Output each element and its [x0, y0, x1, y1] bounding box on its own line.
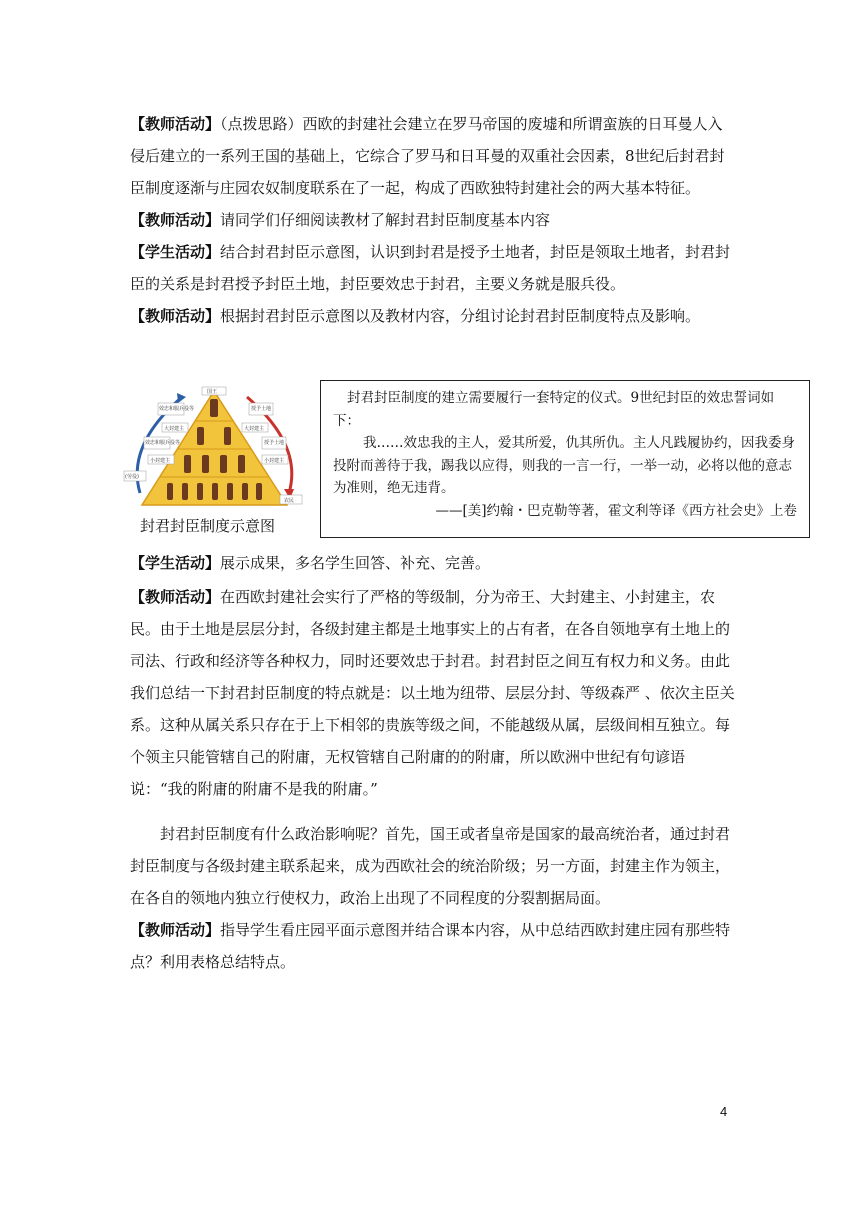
- paragraph-teacher-activity-3: [130, 300, 736, 332]
- left-arrow-head: [177, 393, 186, 403]
- label-right-grant-2: 授予土地: [264, 440, 285, 446]
- paragraph-teacher-activity-2: [130, 204, 736, 236]
- activity-tag: 【教师活动】: [130, 588, 221, 606]
- feudal-pyramid-diagram: [122, 385, 307, 510]
- paragraph-teacher-activity-4: [130, 581, 736, 805]
- activity-tag: 【教师活动】: [130, 921, 221, 939]
- quote-intro: 封君封臣制度的建立需要履行一套特定的仪式。9世纪封臣的效忠誓词如下：: [333, 390, 775, 429]
- quote-body: 我……效忠我的主人，爱其所爱，仇其所仇。主人凡践履协约，因我委身投附而善待于我，踢我以应得，则我的一言一行，一举一动，必将以他的意志为准则，绝无违背。: [333, 435, 795, 496]
- activity-tag: 【教师活动】: [130, 115, 221, 133]
- paragraph-text: 根据封君封臣示意图以及教材内容，分组讨论封君封臣制度特点及影响。: [220, 307, 701, 325]
- label-left-lord-2: 小封建主: [150, 458, 171, 464]
- label-left-duty-1: 效忠和服兵役等: [159, 406, 195, 412]
- paragraph-political-influence: [130, 818, 736, 914]
- paragraph-text: 展示成果，多名学生回答、补充、完善。: [220, 554, 491, 572]
- label-bottom-left: (劳役): [125, 474, 139, 480]
- paragraph-text: 指导学生看庄园平面示意图并结合课本内容，从中总结西欧封建庄园有那些特点？利用表格总结特点。: [130, 921, 731, 971]
- figure-caption: 封君封臣制度示意图: [140, 517, 276, 535]
- paragraph-text: （点拨思路）西欧的封建社会建立在罗马帝国的废墟和所谓蛮族的日耳曼人入侵后建立的一系列王国的基础上，它综合了罗马和日耳曼的双重社会因素，8世纪后封君封臣制度逐渐与庄园农奴制度联系在了一起，构成了西欧独特封建社会的两大基本特征。: [130, 115, 725, 197]
- page-number: 4: [720, 1104, 728, 1119]
- paragraph-teacher-activity-1: [130, 108, 736, 204]
- paragraph-text: 结合封君封臣示意图，认识到封君是授予土地者，封臣是领取土地者，封君封臣的关系是封君授予封臣土地，封臣要效忠于封君，主要义务就是服兵役。: [130, 243, 731, 293]
- activity-tag: 【学生活动】: [130, 243, 221, 261]
- label-right-lord-1: 大封建主: [244, 426, 265, 432]
- label-left-duty-2: 效忠和服兵役等: [145, 440, 181, 446]
- paragraph-text: 封君封臣制度有什么政治影响呢？首先，国王或者皇帝是国家的最高统治者，通过封君封臣制度与各级封建主联系起来，成为西欧社会的统治阶级；另一方面，封建主作为领主，在各自的领地内独立行使权力，政治上出现了不同程度的分裂割据局面。: [130, 825, 731, 907]
- activity-tag: 【学生活动】: [130, 554, 221, 572]
- quote-source: ——[美]约翰・巴克勒等著，霍文利等译《西方社会史》上卷: [435, 502, 797, 519]
- label-left-lord-1: 大封建主: [164, 426, 185, 432]
- activity-tag: 【教师活动】: [130, 307, 221, 325]
- label-peasants: 农民: [284, 498, 295, 504]
- label-king: 国王: [207, 389, 218, 395]
- paragraph-teacher-activity-5: [130, 914, 736, 978]
- label-right-grant-1: 授予土地: [251, 406, 272, 412]
- paragraph-text: 请同学们仔细阅读教材了解封君封臣制度基本内容: [220, 211, 551, 229]
- label-right-lord-2: 小封建主: [264, 458, 285, 464]
- paragraph-student-activity-1: [130, 236, 736, 300]
- activity-tag: 【教师活动】: [130, 211, 221, 229]
- paragraph-student-activity-2: [130, 547, 736, 579]
- oath-quote-box: [320, 380, 810, 538]
- pyramid-illustration: [122, 385, 307, 510]
- paragraph-text: 在西欧封建社会实行了严格的等级制，分为帝王、大封建主、小封建主，农民。由于土地是层层分封，各级封建主都是土地事实上的占有者，在各自领地享有土地上的司法、行政和经济等各种权力，同时还要效忠于封君。封君封臣之间互有权力和义务。由此我们总结一下封君封臣制度的特点就是：以土地为纽带、层层分封、等级森严 、依次主臣关系。这种从属关系只存在于上下相邻的贵族等级之间，不能越级从属，层级间相互独立。每个领主只能管辖自己的附庸，无权管辖自己附庸的的附庸，所以欧洲中世纪有句谚语说：“我的附庸的附庸不是我的附庸。”: [130, 588, 735, 798]
